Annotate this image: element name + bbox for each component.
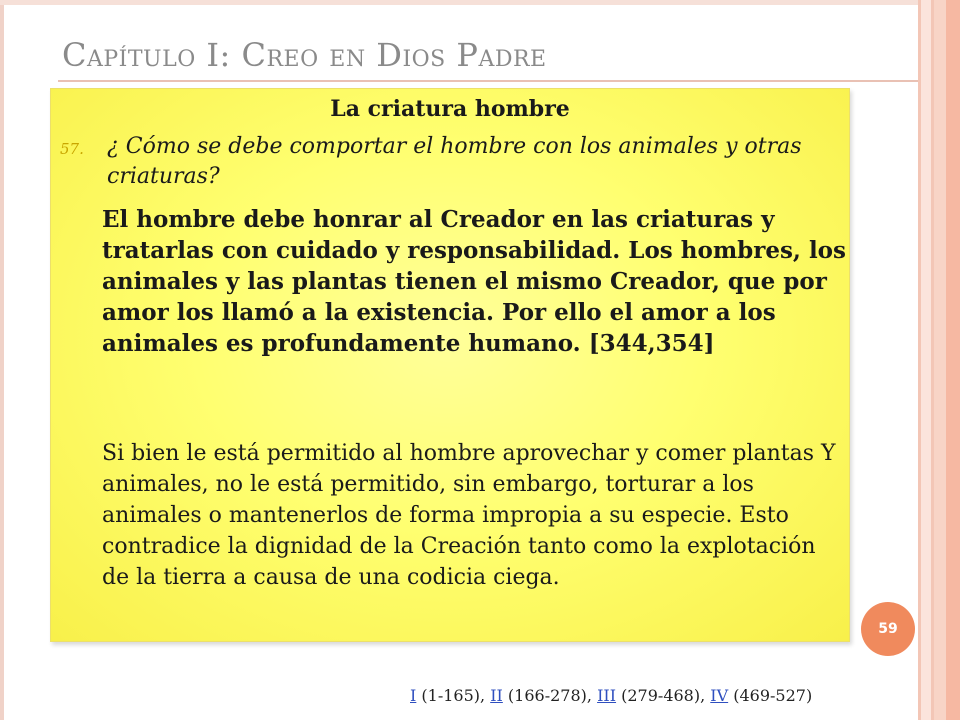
- section-heading: La criatura hombre: [330, 96, 570, 122]
- question-number: 57.: [60, 140, 84, 158]
- footer-link-part-4[interactable]: IV: [710, 686, 729, 705]
- top-border: [0, 0, 920, 5]
- footer-range-part-3: (279-468),: [616, 686, 711, 705]
- answer-text: El hombre debe honrar al Creador en las criaturas y tratarlas con cuidado y responsabilidad. Los hombres, los animales y las plantas tienen el mismo Creador, que por amor los llamó a la existencia. Por ello el amor a los animales es profundamente humano. [344,354]: [102, 206, 846, 357]
- note-text: Si bien le está permitido al hombre aprovechar y comer plantas Y animales, no le está permitido, sin embargo, torturar a los animales o mantenerlos de forma impropia a su especie. Esto contradice la dignidad de la Creación tanto como la explotación de la tierra a causa de una codicia ciega.: [102, 441, 836, 590]
- footer-range-part-1: (1-165),: [416, 686, 491, 705]
- page-number-badge: 59: [861, 602, 915, 656]
- decor-stripe: [921, 0, 931, 720]
- slide-title: Capítulo I: Creo en Dios Padre: [62, 36, 547, 74]
- content-box: [50, 88, 850, 642]
- footer-navigation: [410, 686, 812, 705]
- title-divider: [58, 80, 918, 82]
- left-border: [0, 0, 4, 720]
- footer-range-part-2: (166-278),: [502, 686, 598, 705]
- decor-stripe: [934, 0, 946, 720]
- footer-link-part-1[interactable]: I: [410, 686, 417, 705]
- question-text: ¿ Cómo se debe comportar el hombre con los animales y otras criaturas?: [107, 134, 802, 189]
- decor-stripe: [946, 0, 960, 720]
- footer-link-part-2[interactable]: II: [490, 686, 503, 705]
- footer-link-part-3[interactable]: III: [597, 686, 617, 705]
- footer-range-part-4: (469-527): [728, 686, 813, 705]
